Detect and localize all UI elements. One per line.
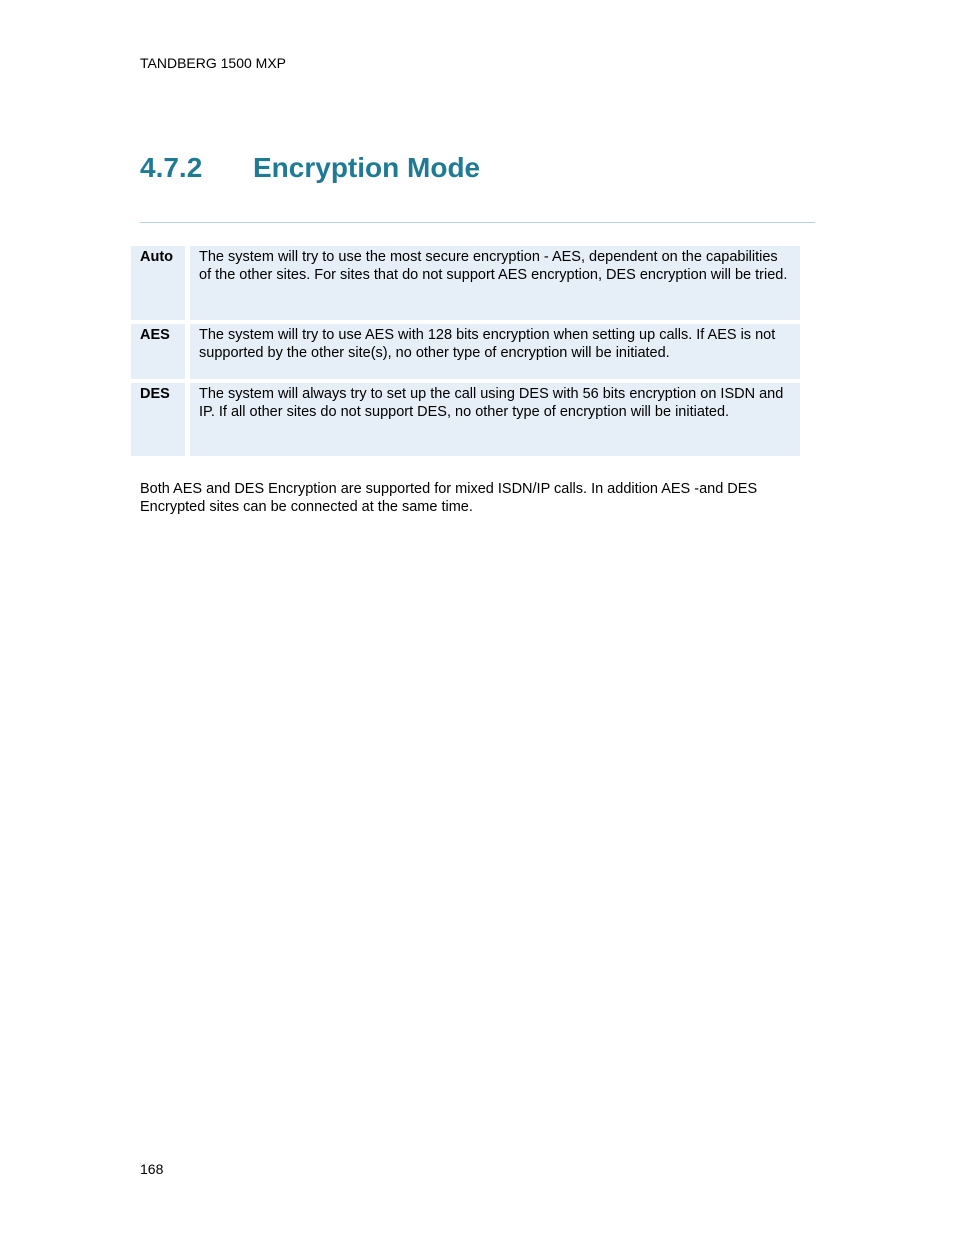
definition-description: The system will try to use the most secure encryption - AES, dependent on the capabilities of the other sites. For sites that do not support AES encryption, DES encryption will be tried. — [190, 246, 800, 320]
section-title: Encryption Mode — [253, 152, 481, 183]
definition-row-des — [131, 383, 800, 456]
running-header: TANDBERG 1500 MXP — [140, 55, 287, 71]
definition-table — [131, 246, 800, 460]
definition-row-auto — [131, 246, 800, 320]
definition-row-aes — [131, 324, 800, 379]
heading-divider — [140, 222, 815, 223]
definition-description: The system will try to use AES with 128 bits encryption when setting up calls. If AES is not supported by the other site(s), no other type of encryption will be initiated. — [190, 324, 800, 379]
section-heading — [140, 150, 480, 186]
section-number: 4.7.2 — [140, 152, 203, 183]
page-number: 168 — [140, 1161, 164, 1177]
definition-term: AES — [131, 324, 185, 379]
body-paragraph: Both AES and DES Encryption are supported for mixed ISDN/IP calls. In addition AES -and DES Encrypted sites can be connected at the same time. — [140, 481, 758, 515]
definition-description: The system will always try to set up the call using DES with 56 bits encryption on ISDN and IP. If all other sites do not support DES, no other type of encryption will be initiated. — [190, 383, 800, 456]
definition-term: Auto — [131, 246, 185, 320]
definition-term: DES — [131, 383, 185, 456]
